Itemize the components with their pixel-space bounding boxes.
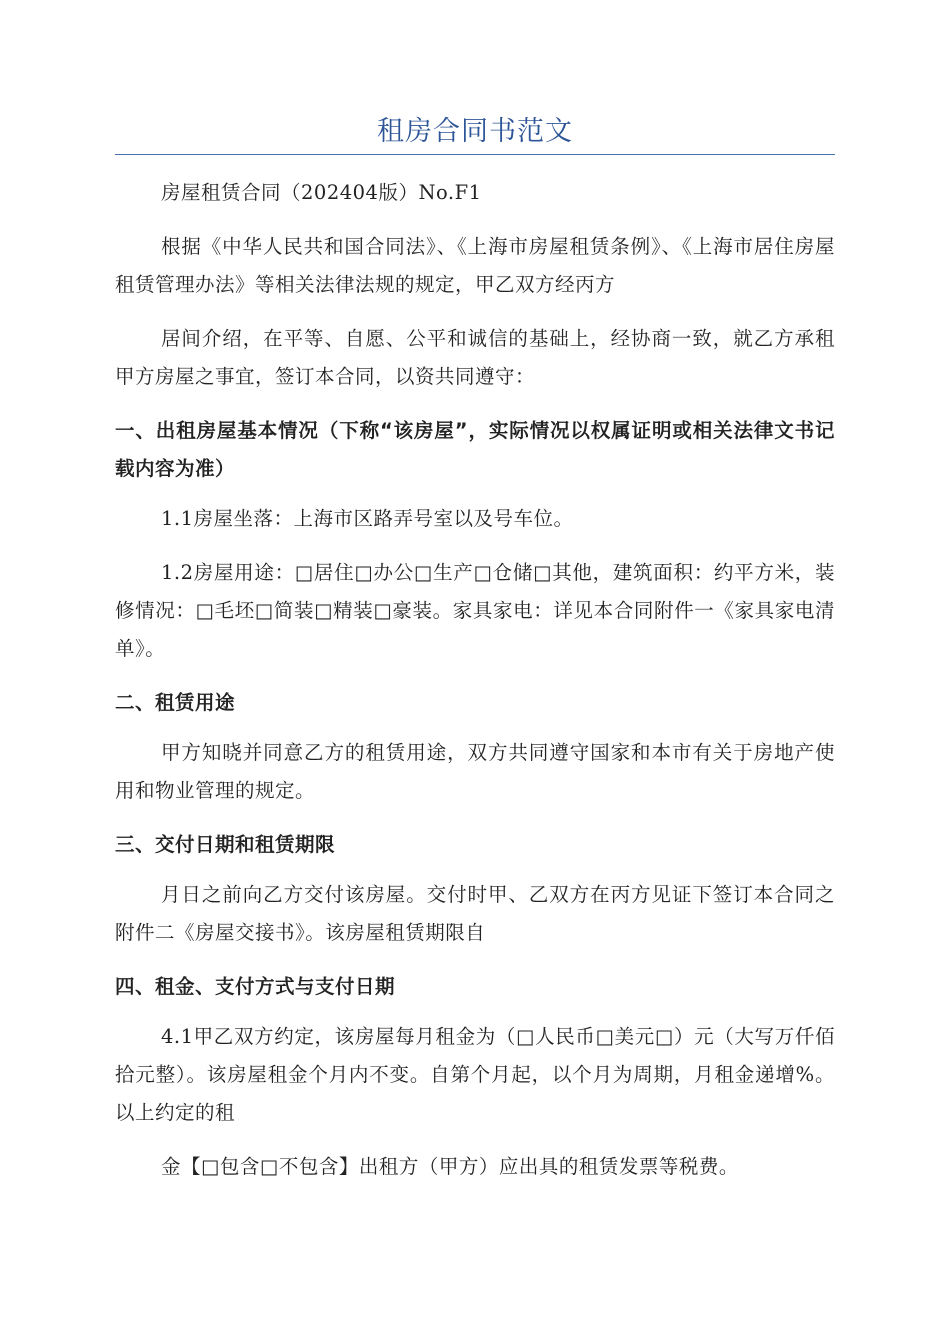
contract-version-line: 房屋租赁合同（202404版）No.F1 [161, 181, 482, 204]
title-underline [115, 154, 835, 155]
clause-4-1-continued: 金【□包含□不包含】出租方（甲方）应出具的租赁发票等税费。 [161, 1155, 739, 1178]
clause-4-1: 4.1甲乙双方约定，该房屋每月租金为（□人民币□美元□）元（大写万仟佰拾元整）。该房屋租金个月内不变。自第个月起，以个月为周期，月租金递增%。以上约定的租 [115, 1025, 835, 1124]
agreement-intro-paragraph: 居间介绍，在平等、自愿、公平和诚信的基础上，经协商一致，就乙方承租甲方房屋之事宜，签订本合同，以资共同遵守： [115, 327, 835, 388]
section-heading-3: 三、交付日期和租赁期限 [115, 833, 336, 856]
document-title: 租房合同书范文 [377, 116, 573, 147]
clause-3: 月日之前向乙方交付该房屋。交付时甲、乙双方在丙方见证下签订本合同之附件二《房屋交接书》。该房屋租赁期限自 [115, 883, 835, 944]
section-heading-2: 二、租赁用途 [115, 691, 236, 714]
section-heading-4: 四、租金、支付方式与支付日期 [115, 975, 396, 998]
legal-basis-paragraph: 根据《中华人民共和国合同法》、《上海市房屋租赁条例》、《上海市居住房屋租赁管理办法》等相关法律法规的规定，甲乙双方经丙方 [115, 235, 835, 296]
clause-1-1: 1.1房屋坐落：上海市区路弄号室以及号车位。 [161, 507, 574, 530]
clause-2: 甲方知晓并同意乙方的租赁用途，双方共同遵守国家和本市有关于房地产使用和物业管理的规定。 [115, 741, 835, 802]
section-heading-1: 一、出租房屋基本情况（下称“该房屋”，实际情况以权属证明或相关法律文书记载内容为准） [115, 419, 835, 480]
document-body [115, 174, 835, 1202]
clause-1-2: 1.2房屋用途：□居住□办公□生产□仓储□其他，建筑面积：约平方米，装修情况：□毛坯□简装□精装□豪装。家具家电：详见本合同附件一《家具家电清单》。 [115, 561, 835, 660]
